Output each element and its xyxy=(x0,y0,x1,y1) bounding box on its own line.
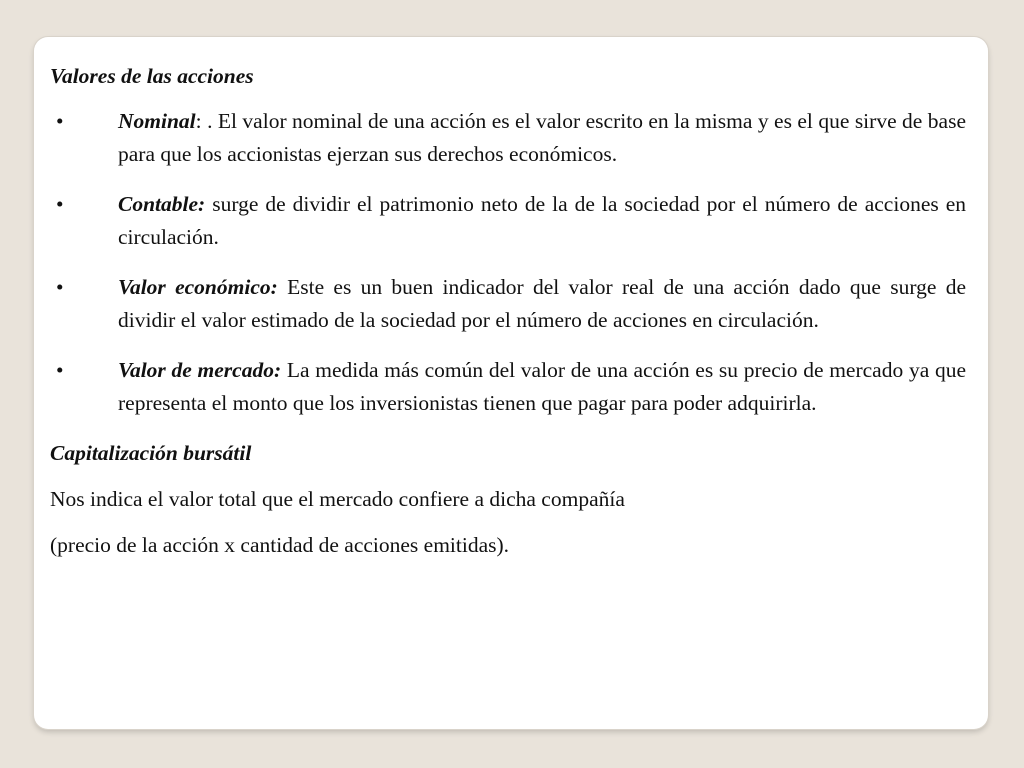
bullet-icon: • xyxy=(56,275,64,299)
term-contable: Contable: xyxy=(118,192,206,216)
term-nominal: Nominal xyxy=(118,109,196,133)
capitalizacion-description: Nos indica el valor total que el mercado confiere a dicha compañía xyxy=(50,487,625,511)
definition-valor-mercado: La medida más común del valor de una acción es su precio de mercado ya que representa el monto que los inversionistas tienen que pagar para poder adquirirla. xyxy=(118,358,966,415)
bullet-icon: • xyxy=(56,358,64,382)
bullet-item-valor-economico xyxy=(50,271,966,337)
bullet-list xyxy=(50,105,966,420)
term-valor-mercado: Valor de mercado: xyxy=(118,358,282,382)
definition-contable: surge de dividir el patrimonio neto de la de la sociedad por el número de acciones en circulación. xyxy=(118,192,967,249)
definition-valor-economico: Este es un buen indicador del valor real de una acción dado que surge de dividir el valor estimado de la sociedad por el número de acciones en circulación. xyxy=(118,275,966,332)
bullet-item-contable xyxy=(50,188,966,254)
bullet-icon: • xyxy=(56,109,64,133)
bullet-item-nominal xyxy=(50,105,966,171)
slide-content xyxy=(50,60,966,575)
section-title-capitalizacion: Capitalización bursátil xyxy=(50,441,252,465)
separator: : . xyxy=(195,109,218,133)
definition-nominal: El valor nominal de una acción es el valor escrito en la misma y es el que sirve de base para que los accionistas ejerzan sus derechos económicos. xyxy=(118,109,966,166)
bullet-item-valor-mercado xyxy=(50,354,966,420)
bullet-icon: • xyxy=(56,192,64,216)
separator xyxy=(278,275,287,299)
slide-title: Valores de las acciones xyxy=(50,64,254,88)
slide-card xyxy=(34,37,988,729)
capitalizacion-formula: (precio de la acción x cantidad de acciones emitidas). xyxy=(50,533,510,557)
term-valor-economico: Valor económico: xyxy=(118,275,278,299)
